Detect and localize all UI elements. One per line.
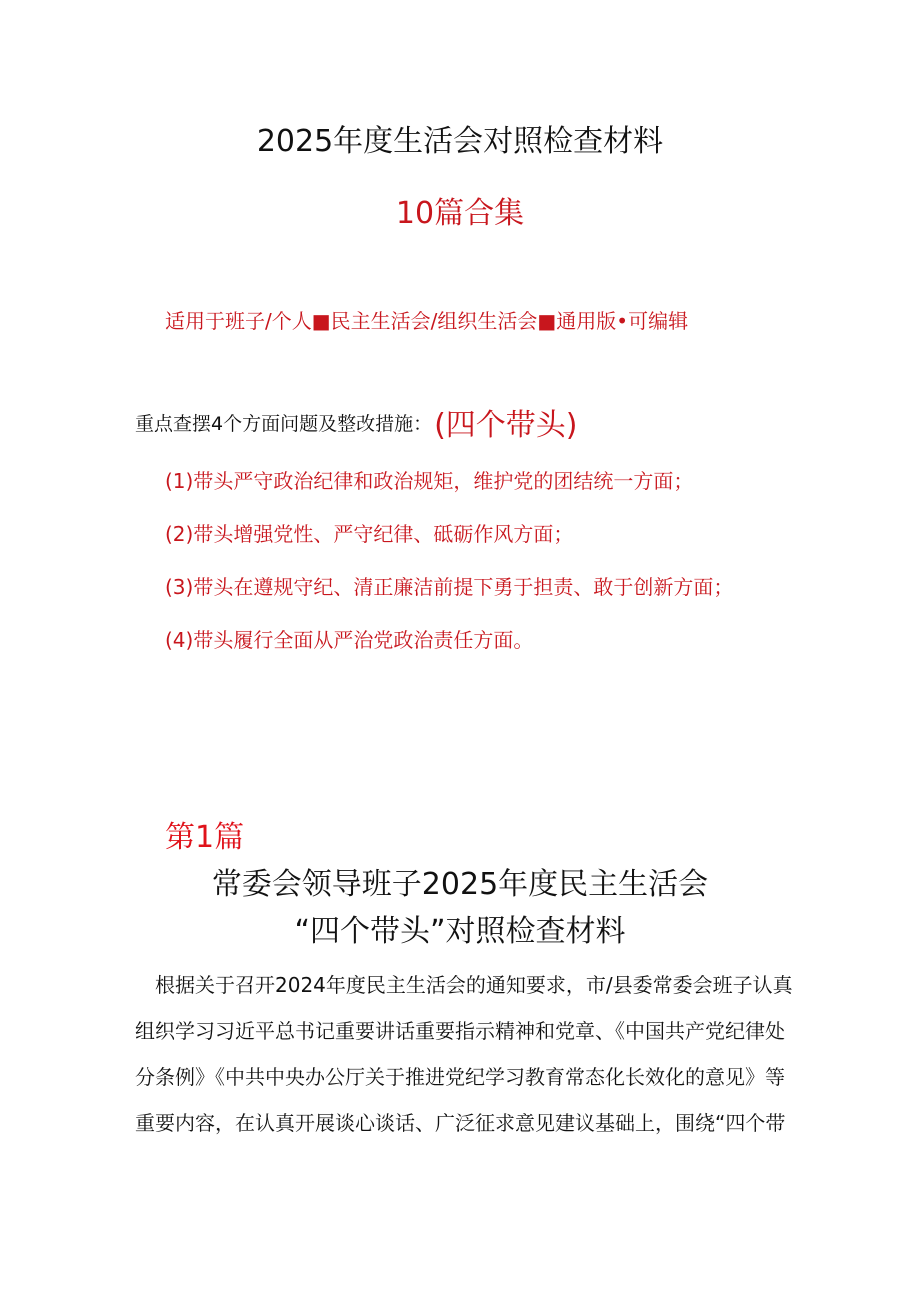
article-title-line-1: 常委会领导班子2025年度民主生活会 xyxy=(211,867,709,902)
article-title-line-2: “四个带头”对照检查材料 xyxy=(294,914,626,949)
focus-item: (2)带头增强党性、严守纪律、砥砺作风方面； xyxy=(165,522,574,546)
body-line: 根据关于召开2024年度民主生活会的通知要求，市/县委常委会班子认真 xyxy=(155,973,793,997)
focus-item: (4)带头履行全面从严治党政治责任方面。 xyxy=(165,628,534,652)
body-line: 重要内容，在认真开展谈心谈话、广泛征求意见建议基础上，围绕“四个带 xyxy=(135,1111,786,1135)
collection-subtitle: 10篇合集 xyxy=(395,196,525,231)
focus-heading xyxy=(135,402,578,442)
focus-label: 重点查摆4个方面问题及整改措施： xyxy=(135,412,433,435)
focus-item: (1)带头严守政治纪律和政治规矩，维护党的团结统一方面； xyxy=(165,469,694,493)
body-line: 分条例》《中共中央办公厅关于推进党纪学习教育常态化长效化的意见》等 xyxy=(135,1065,785,1089)
applies-to-note: 适用于班子/个人■民主生活会/组织生活会■通用版•可编辑 xyxy=(165,309,689,333)
chapter-label: 第1篇 xyxy=(165,820,245,855)
body-line: 组织学习习近平总书记重要讲话重要指示精神和党章、《中国共产党纪律处 xyxy=(135,1019,785,1043)
focus-item: (3)带头在遵规守纪、清正廉洁前提下勇于担责、敢于创新方面； xyxy=(165,575,734,599)
document-title: 2025年度生活会对照检查材料 xyxy=(256,124,664,159)
article-body xyxy=(135,962,795,1146)
focus-highlight: (四个带头) xyxy=(434,408,578,443)
